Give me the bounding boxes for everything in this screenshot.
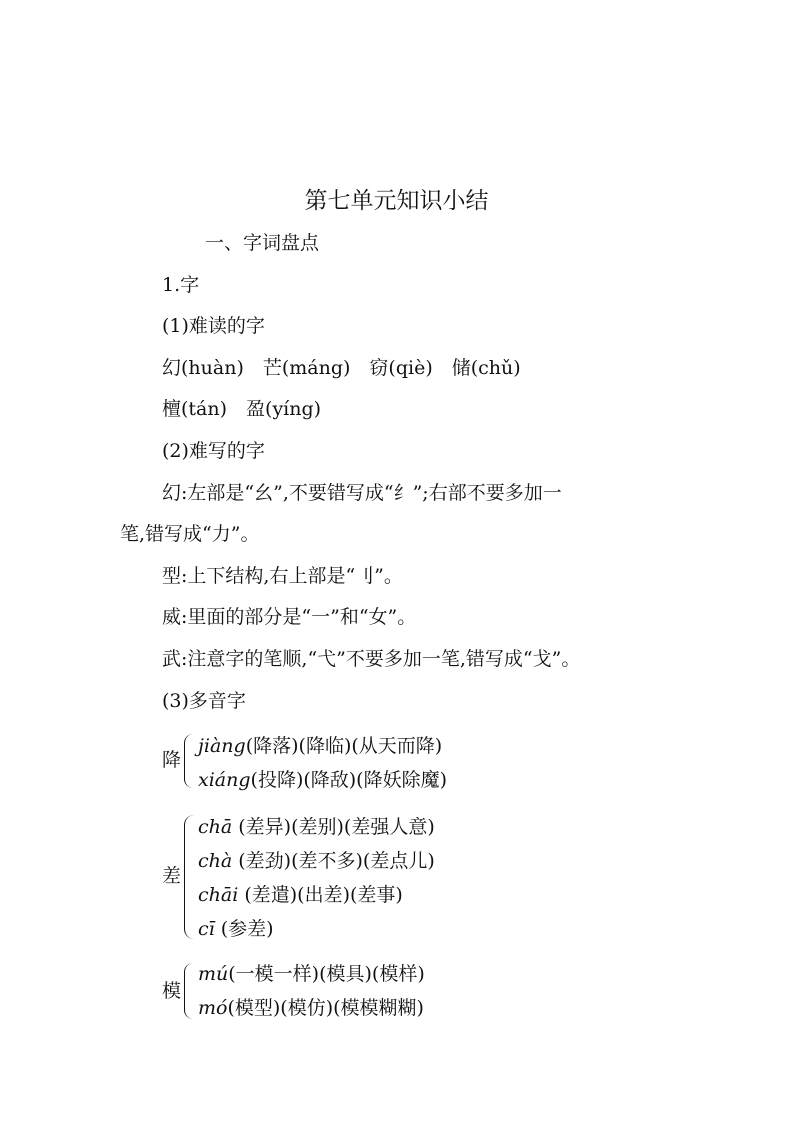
example-words: (模型)(模仿)(模模糊糊) <box>227 997 424 1019</box>
polyphone-reading <box>198 734 442 758</box>
brace <box>184 815 194 939</box>
example-words: (差遣)(出差)(差事) <box>238 884 403 906</box>
pinyin: chā <box>198 816 233 838</box>
hard-read-row-2: 檀(tán) 盈(yíng) <box>162 398 322 420</box>
pinyin: jiàng <box>198 735 246 757</box>
brace <box>184 963 193 1019</box>
polyphone-char: 差 <box>162 865 182 887</box>
pinyin: cī <box>198 918 215 940</box>
polyphone-reading <box>198 917 274 941</box>
example-words: (差劲)(差不多)(差点儿) <box>232 850 435 872</box>
polyphone-reading <box>198 962 425 986</box>
pinyin: chà <box>198 850 233 872</box>
example-words: (一模一样)(模具)(模样) <box>228 963 425 985</box>
note-wei: 威:里面的部分是“一”和“女”。 <box>162 606 417 628</box>
example-words: (差异)(差别)(差强人意) <box>232 816 435 838</box>
polyphone-char: 降 <box>162 749 182 771</box>
part-heading-hard-read: (1)难读的字 <box>162 315 265 337</box>
polyphone-reading <box>198 815 435 839</box>
polyphone-char: 模 <box>162 980 182 1002</box>
note-huan-line-1: 幻:左部是“幺”,不要错写成“纟”;右部不要多加一 <box>162 482 562 504</box>
polyphone-reading <box>198 849 435 873</box>
example-words: (投降)(降敌)(降妖除魔) <box>250 769 448 791</box>
pinyin: mú <box>198 963 229 985</box>
pinyin: xiáng <box>198 769 251 791</box>
note-wu: 武:注意字的笔顺,“弋”不要多加一笔,错写成“戈”。 <box>162 648 581 670</box>
section-heading: 一、字词盘点 <box>205 232 320 254</box>
note-huan-line-2: 笔,错写成“力”。 <box>120 523 260 545</box>
part-heading-hard-write: (2)难写的字 <box>162 440 265 462</box>
example-words: (降落)(降临)(从天而降) <box>245 735 443 757</box>
polyphone-reading <box>198 768 447 792</box>
hard-read-row-1: 幻(huàn) 芒(máng) 窃(qiè) 储(chǔ) <box>162 357 521 379</box>
pinyin: chāi <box>198 884 239 906</box>
page-title: 第七单元知识小结 <box>304 188 489 214</box>
polyphone-reading <box>198 996 424 1020</box>
brace <box>184 734 193 788</box>
polyphone-reading <box>198 883 403 907</box>
note-xing: 型:上下结构,右上部是“刂”。 <box>162 565 403 587</box>
subsection-heading: 1.字 <box>162 274 200 296</box>
pinyin: mó <box>198 997 228 1019</box>
example-words: (参差) <box>214 918 274 940</box>
part-heading-polyphone: (3)多音字 <box>162 690 246 712</box>
